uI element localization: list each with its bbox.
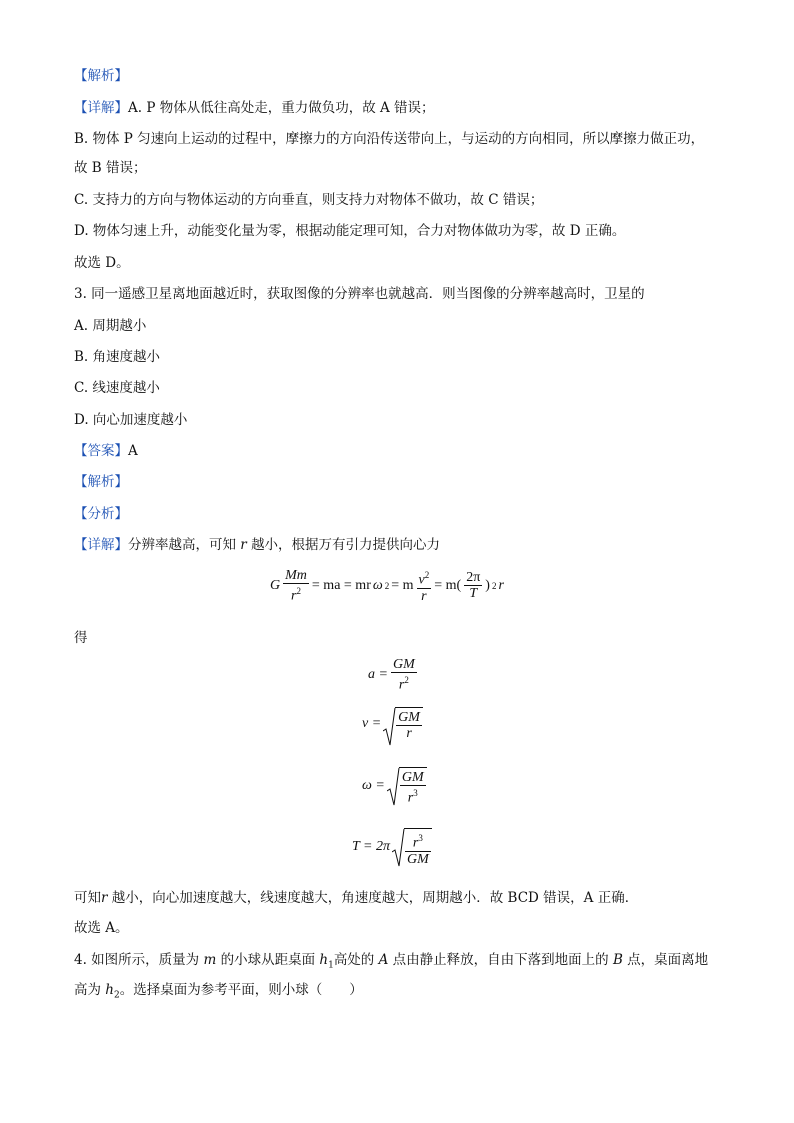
question-4-line-2: 高为 $h_2$。选择桌面为参考平面，则小球（ ） bbox=[74, 982, 363, 1001]
conclusion-line: 可知r 越小，向心加速度越大，线速度越大，角速度越大，周期越小．故 BCD 错误，A 正确． bbox=[74, 890, 639, 906]
detail-line-q3: 【详解】分辨率越高，可知 r 越小，根据万有引力提供向心力 bbox=[74, 537, 441, 553]
option-a: A. 周期越小 bbox=[74, 318, 147, 334]
option-c: C. 线速度越小 bbox=[74, 380, 160, 396]
answer-choice-line: 故选 D。 bbox=[74, 255, 130, 271]
detail-line-a: 【详解】A. P 物体从低往高处走，重力做负功，故 A 错误； bbox=[74, 100, 435, 116]
option-d: D. 向心加速度越小 bbox=[74, 412, 188, 428]
gravitation-equation: G $\frac{Mm}{r^2}$ = ma = mr ω 2 = m $\frac{v^2}{r}$ = m( $\frac{2\pi}{T}$ ) 2 r bbox=[270, 568, 504, 604]
jiexi-heading-2: 【解析】 bbox=[74, 474, 128, 490]
formula-v: v = $\frac{GM}{r}$ bbox=[362, 707, 423, 741]
answer-choice-a: 故选 A。 bbox=[74, 920, 129, 936]
question-4-line-1: 4. 如图所示，质量为 m 的小球从距桌面 $h_1$高处的 A 点由静止释放，自由下落到地面上的 B 点，桌面离地 bbox=[74, 952, 709, 971]
de-text: 得 bbox=[74, 630, 88, 646]
option-b: B. 角速度越小 bbox=[74, 349, 161, 365]
jiexi-heading-1: 【解析】 bbox=[74, 68, 128, 84]
detail-line-d: D. 物体匀速上升，动能变化量为零，根据动能定理可知，合力对物体做功为零，故 D 正确。 bbox=[74, 223, 626, 239]
formula-a: a = $\frac{GM}{r^2}$ bbox=[368, 657, 415, 693]
fenxi-heading: 【分析】 bbox=[74, 506, 128, 522]
formula-omega: ω = $\frac{GM}{r^3}$ bbox=[362, 767, 427, 806]
formula-period: T = 2π $\frac{r^3}{GM}$ bbox=[352, 828, 432, 867]
detail-line-b: B. 物体 P 匀速向上运动的过程中，摩擦力的方向沿传送带向上，与运动的方向相同，所以摩擦力做正功， bbox=[74, 131, 705, 147]
answer-line: 【答案】A bbox=[74, 443, 138, 459]
detail-line-b-cont: 故 B 错误； bbox=[74, 160, 147, 176]
question-3: 3. 同一遥感卫星离地面越近时，获取图像的分辨率也就越高．则当图像的分辨率越高时，卫星的 bbox=[74, 286, 645, 302]
detail-line-c: C. 支持力的方向与物体运动的方向垂直，则支持力对物体不做功，故 C 错误； bbox=[74, 192, 544, 208]
